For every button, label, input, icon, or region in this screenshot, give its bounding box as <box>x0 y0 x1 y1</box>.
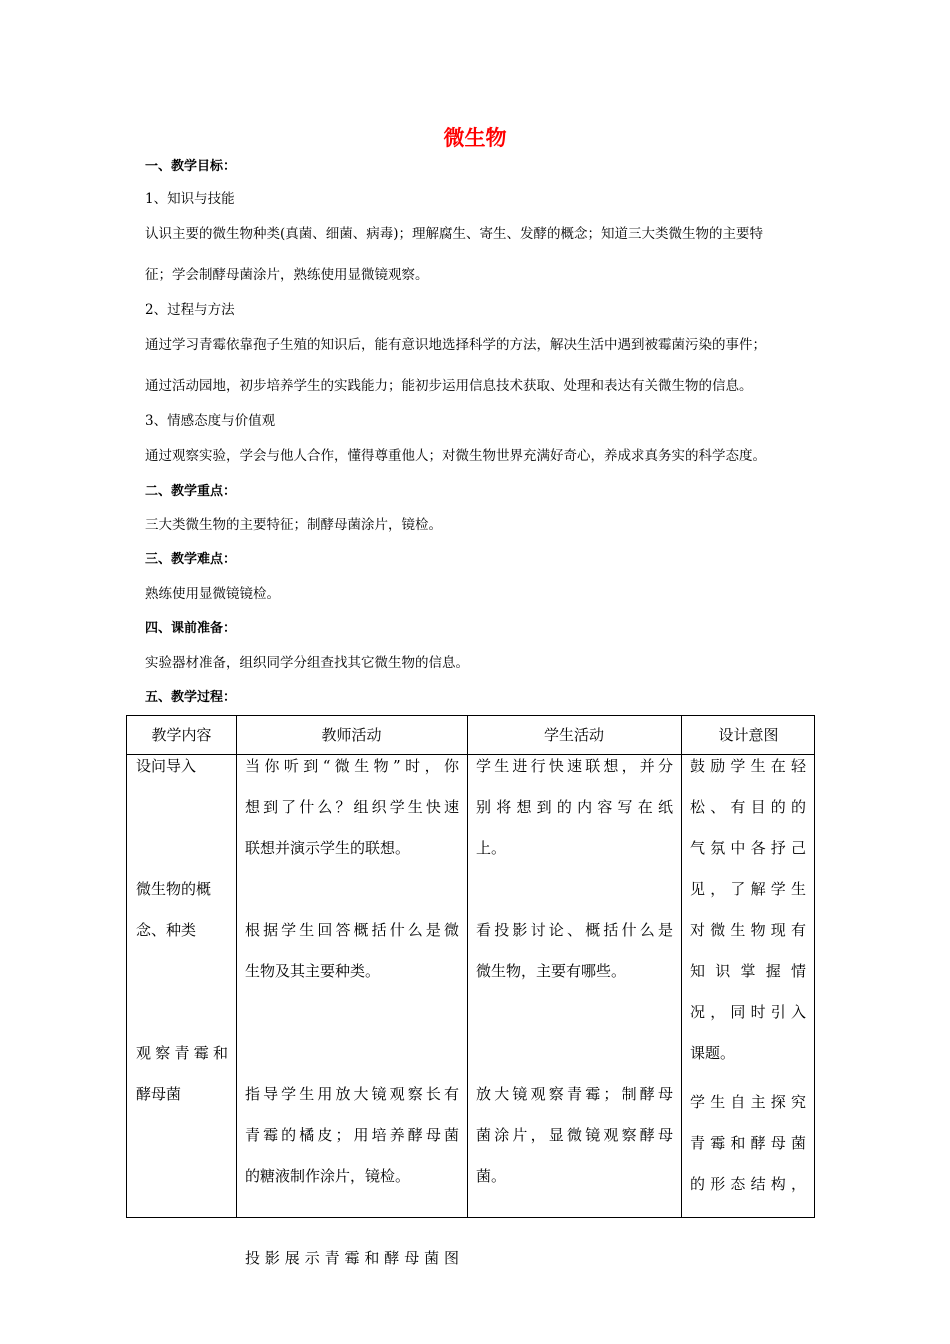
cell-line <box>136 828 228 869</box>
cell-line <box>476 869 673 910</box>
cell-line: 知识掌握情 <box>690 962 806 980</box>
subheading-emotion-values: 3、情感态度与价值观 <box>145 413 276 429</box>
cell-line: 松、有目的的 <box>690 798 806 816</box>
cell-line: 青霉的橘皮；用培养酵母菌 <box>245 1126 459 1144</box>
cell-line: 看投影讨论、概括什么是 <box>476 921 673 939</box>
cell-line <box>245 869 459 910</box>
cell-line: 微生物，主要有哪些。 <box>476 962 627 980</box>
paragraph-line: 通过活动园地，初步培养学生的实践能力；能初步运用信息技术获取、处理和表达有关微生物的信息。 <box>145 378 753 394</box>
paragraph-line: 通过观察实验，学会与他人合作，懂得尊重他人；对微生物世界充满好奇心，养成求真务实的科学态度。 <box>145 448 766 464</box>
cell-line <box>136 992 228 1033</box>
cell-line: 念、种类 <box>136 921 197 939</box>
paragraph-line: 熟练使用显微镜镜检。 <box>145 586 280 602</box>
cell-line: 别将想到的内容写在纸 <box>476 798 673 816</box>
paragraph-line: 征；学会制酵母菌涂片，熟练使用显微镜观察。 <box>145 267 429 283</box>
paragraph-line: 通过学习青霉依靠孢子生殖的知识后，能有意识地选择科学的方法，解决生活中遇到被霉菌污染的事件； <box>145 337 766 353</box>
cell-line: 课题。 <box>690 1044 736 1062</box>
cell-line: 投影展示青霉和酵母菌图 <box>245 1249 459 1267</box>
cell-line: 菌涂片，显微镜观察酵母 <box>476 1126 673 1144</box>
cell-line <box>690 1074 806 1082</box>
column-divider <box>467 716 468 1217</box>
cell-line: 学生进行快速联想，并分 <box>476 757 673 775</box>
cell-line: 学生自主探究 <box>690 1093 806 1111</box>
cell-line: 当你听到“微生物”时，你 <box>245 757 459 775</box>
cell-line: 见，了解学生 <box>690 880 806 898</box>
cell-student-activity <box>476 746 673 1197</box>
cell-line: 想到了什么？组织学生快速 <box>245 798 459 816</box>
cell-line: 放大镜观察青霉；制酵母 <box>476 1085 673 1103</box>
cell-line: 微生物的概 <box>136 880 212 898</box>
cell-line: 酵母菌 <box>136 1085 182 1103</box>
heading-difficulties: 三、教学难点： <box>145 552 237 567</box>
cell-line: 上。 <box>476 839 507 857</box>
cell-line <box>245 1197 459 1238</box>
cell-line <box>245 1033 459 1074</box>
cell-line: 生物及其主要种类。 <box>245 962 381 980</box>
document-title: 微生物 <box>443 126 507 150</box>
cell-line: 菌。 <box>476 1167 507 1185</box>
cell-line <box>476 1033 673 1074</box>
cell-line: 对微生物现有 <box>690 921 806 939</box>
cell-line: 指导学生用放大镜观察长有 <box>245 1085 459 1103</box>
paragraph-line: 认识主要的微生物种类(真菌、细菌、病毒)；理解腐生、寄生、发酵的概念；知道三大类微生物的主要特 <box>145 226 764 242</box>
column-divider <box>236 716 237 1217</box>
subheading-knowledge-skills: 1、知识与技能 <box>145 191 235 207</box>
cell-line: 设问导入 <box>136 757 197 775</box>
paragraph-line: 三大类微生物的主要特征；制酵母菌涂片，镜检。 <box>145 517 442 533</box>
paragraph-line: 实验器材准备，组织同学分组查找其它微生物的信息。 <box>145 655 469 671</box>
heading-key-points: 二、教学重点： <box>145 484 237 499</box>
cell-design-intent <box>690 746 806 1205</box>
cell-line: 的糖液制作涂片，镜检。 <box>245 1167 411 1185</box>
header-student-activity: 学生活动 <box>543 726 604 744</box>
subheading-process-methods: 2、过程与方法 <box>145 302 235 318</box>
teaching-process-table <box>126 715 815 1267</box>
cell-line: 根据学生回答概括什么是微 <box>245 921 459 939</box>
cell-line: 鼓励学生在轻 <box>690 757 806 775</box>
cell-line <box>476 992 673 1033</box>
header-teaching-content: 教学内容 <box>151 726 212 744</box>
heading-teaching-process: 五、教学过程： <box>145 690 237 705</box>
cell-line <box>136 787 228 828</box>
cell-teacher-activity <box>245 746 459 1279</box>
cell-line <box>136 951 228 992</box>
column-divider <box>681 716 682 1217</box>
cell-line: 青霉和酵母菌 <box>690 1134 806 1152</box>
cell-line: 气氛中各抒己 <box>690 839 806 857</box>
cell-teaching-content <box>136 746 228 1115</box>
header-teacher-activity: 教师活动 <box>321 726 382 744</box>
cell-line: 观察青霉和 <box>136 1044 228 1062</box>
heading-preparation: 四、课前准备： <box>145 621 237 636</box>
header-design-intent: 设计意图 <box>718 726 779 744</box>
cell-line: 联想并演示学生的联想。 <box>245 839 411 857</box>
cell-line: 的形态结构， <box>690 1175 806 1193</box>
heading-teaching-objectives: 一、教学目标： <box>145 159 237 174</box>
cell-line: 况，同时引入 <box>690 1003 806 1021</box>
cell-line <box>245 992 459 1033</box>
